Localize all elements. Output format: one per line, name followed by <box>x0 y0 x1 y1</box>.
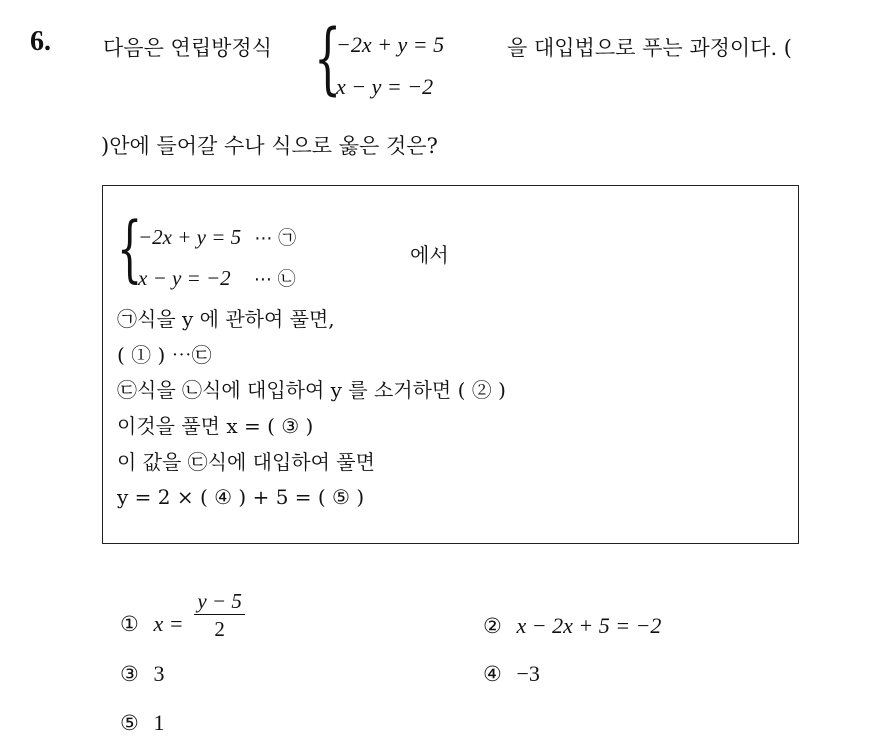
box-equation-2: x − y = −2 ⋯ ㉡ <box>138 266 296 290</box>
option-1[interactable] <box>120 588 245 641</box>
option-4-mark: ④ <box>483 662 502 686</box>
box-line-2: ( ① ) ⋯㉢ <box>117 343 212 367</box>
question-text-suffix: 을 대입법으로 푸는 과정이다. ( <box>507 36 793 60</box>
option-1-lhs: x = <box>153 611 184 636</box>
option-1-mark: ① <box>120 612 139 636</box>
box-system-brace: { <box>117 206 143 290</box>
box-equation-1: −2x + y = 5 ⋯ ㉠ <box>138 225 297 249</box>
option-3-text: 3 <box>153 661 165 686</box>
option-2[interactable] <box>483 612 661 640</box>
box-line-6: y = 2 × ( ④ ) + 5 = ( ⑤ ) <box>117 485 365 509</box>
box-line-1: ㉠식을 y 에 관하여 풀면, <box>117 307 335 331</box>
option-5-mark: ⑤ <box>120 711 139 735</box>
option-2-text: x − 2x + 5 = −2 <box>516 613 662 638</box>
box-from-label: 에서 <box>410 243 449 267</box>
option-4[interactable] <box>483 660 540 688</box>
system-equation-2: x − y = −2 <box>336 74 434 99</box>
option-4-text: −3 <box>516 661 540 686</box>
box-line-4: 이것을 풀면 x = ( ③ ) <box>117 414 314 438</box>
option-2-mark: ② <box>483 614 502 638</box>
box-line-3: ㉢식을 ㉡식에 대입하여 y 를 소거하면 ( ② ) <box>117 378 506 402</box>
system-equation-1: −2x + y = 5 <box>336 32 445 57</box>
question-text-prefix: 다음은 연립방정식 <box>103 36 272 60</box>
option-1-fraction <box>194 589 245 641</box>
option-3-mark: ③ <box>120 662 139 686</box>
option-1-denominator: 2 <box>214 616 225 641</box>
option-5-text: 1 <box>153 710 165 735</box>
question-number: 6. <box>30 26 51 57</box>
option-5[interactable] <box>120 709 165 737</box>
option-3[interactable] <box>120 660 165 688</box>
option-1-numerator: y − 5 <box>194 589 245 615</box>
box-line-5: 이 값을 ㉢식에 대입하여 풀면 <box>117 450 375 474</box>
question-text-line2: )안에 들어갈 수나 식으로 옳은 것은? <box>101 134 438 158</box>
box-equation-1-tag: ⋯ ㉠ <box>254 228 297 249</box>
box-equation-2-tag: ⋯ ㉡ <box>253 269 296 290</box>
system-brace: { <box>314 14 342 104</box>
